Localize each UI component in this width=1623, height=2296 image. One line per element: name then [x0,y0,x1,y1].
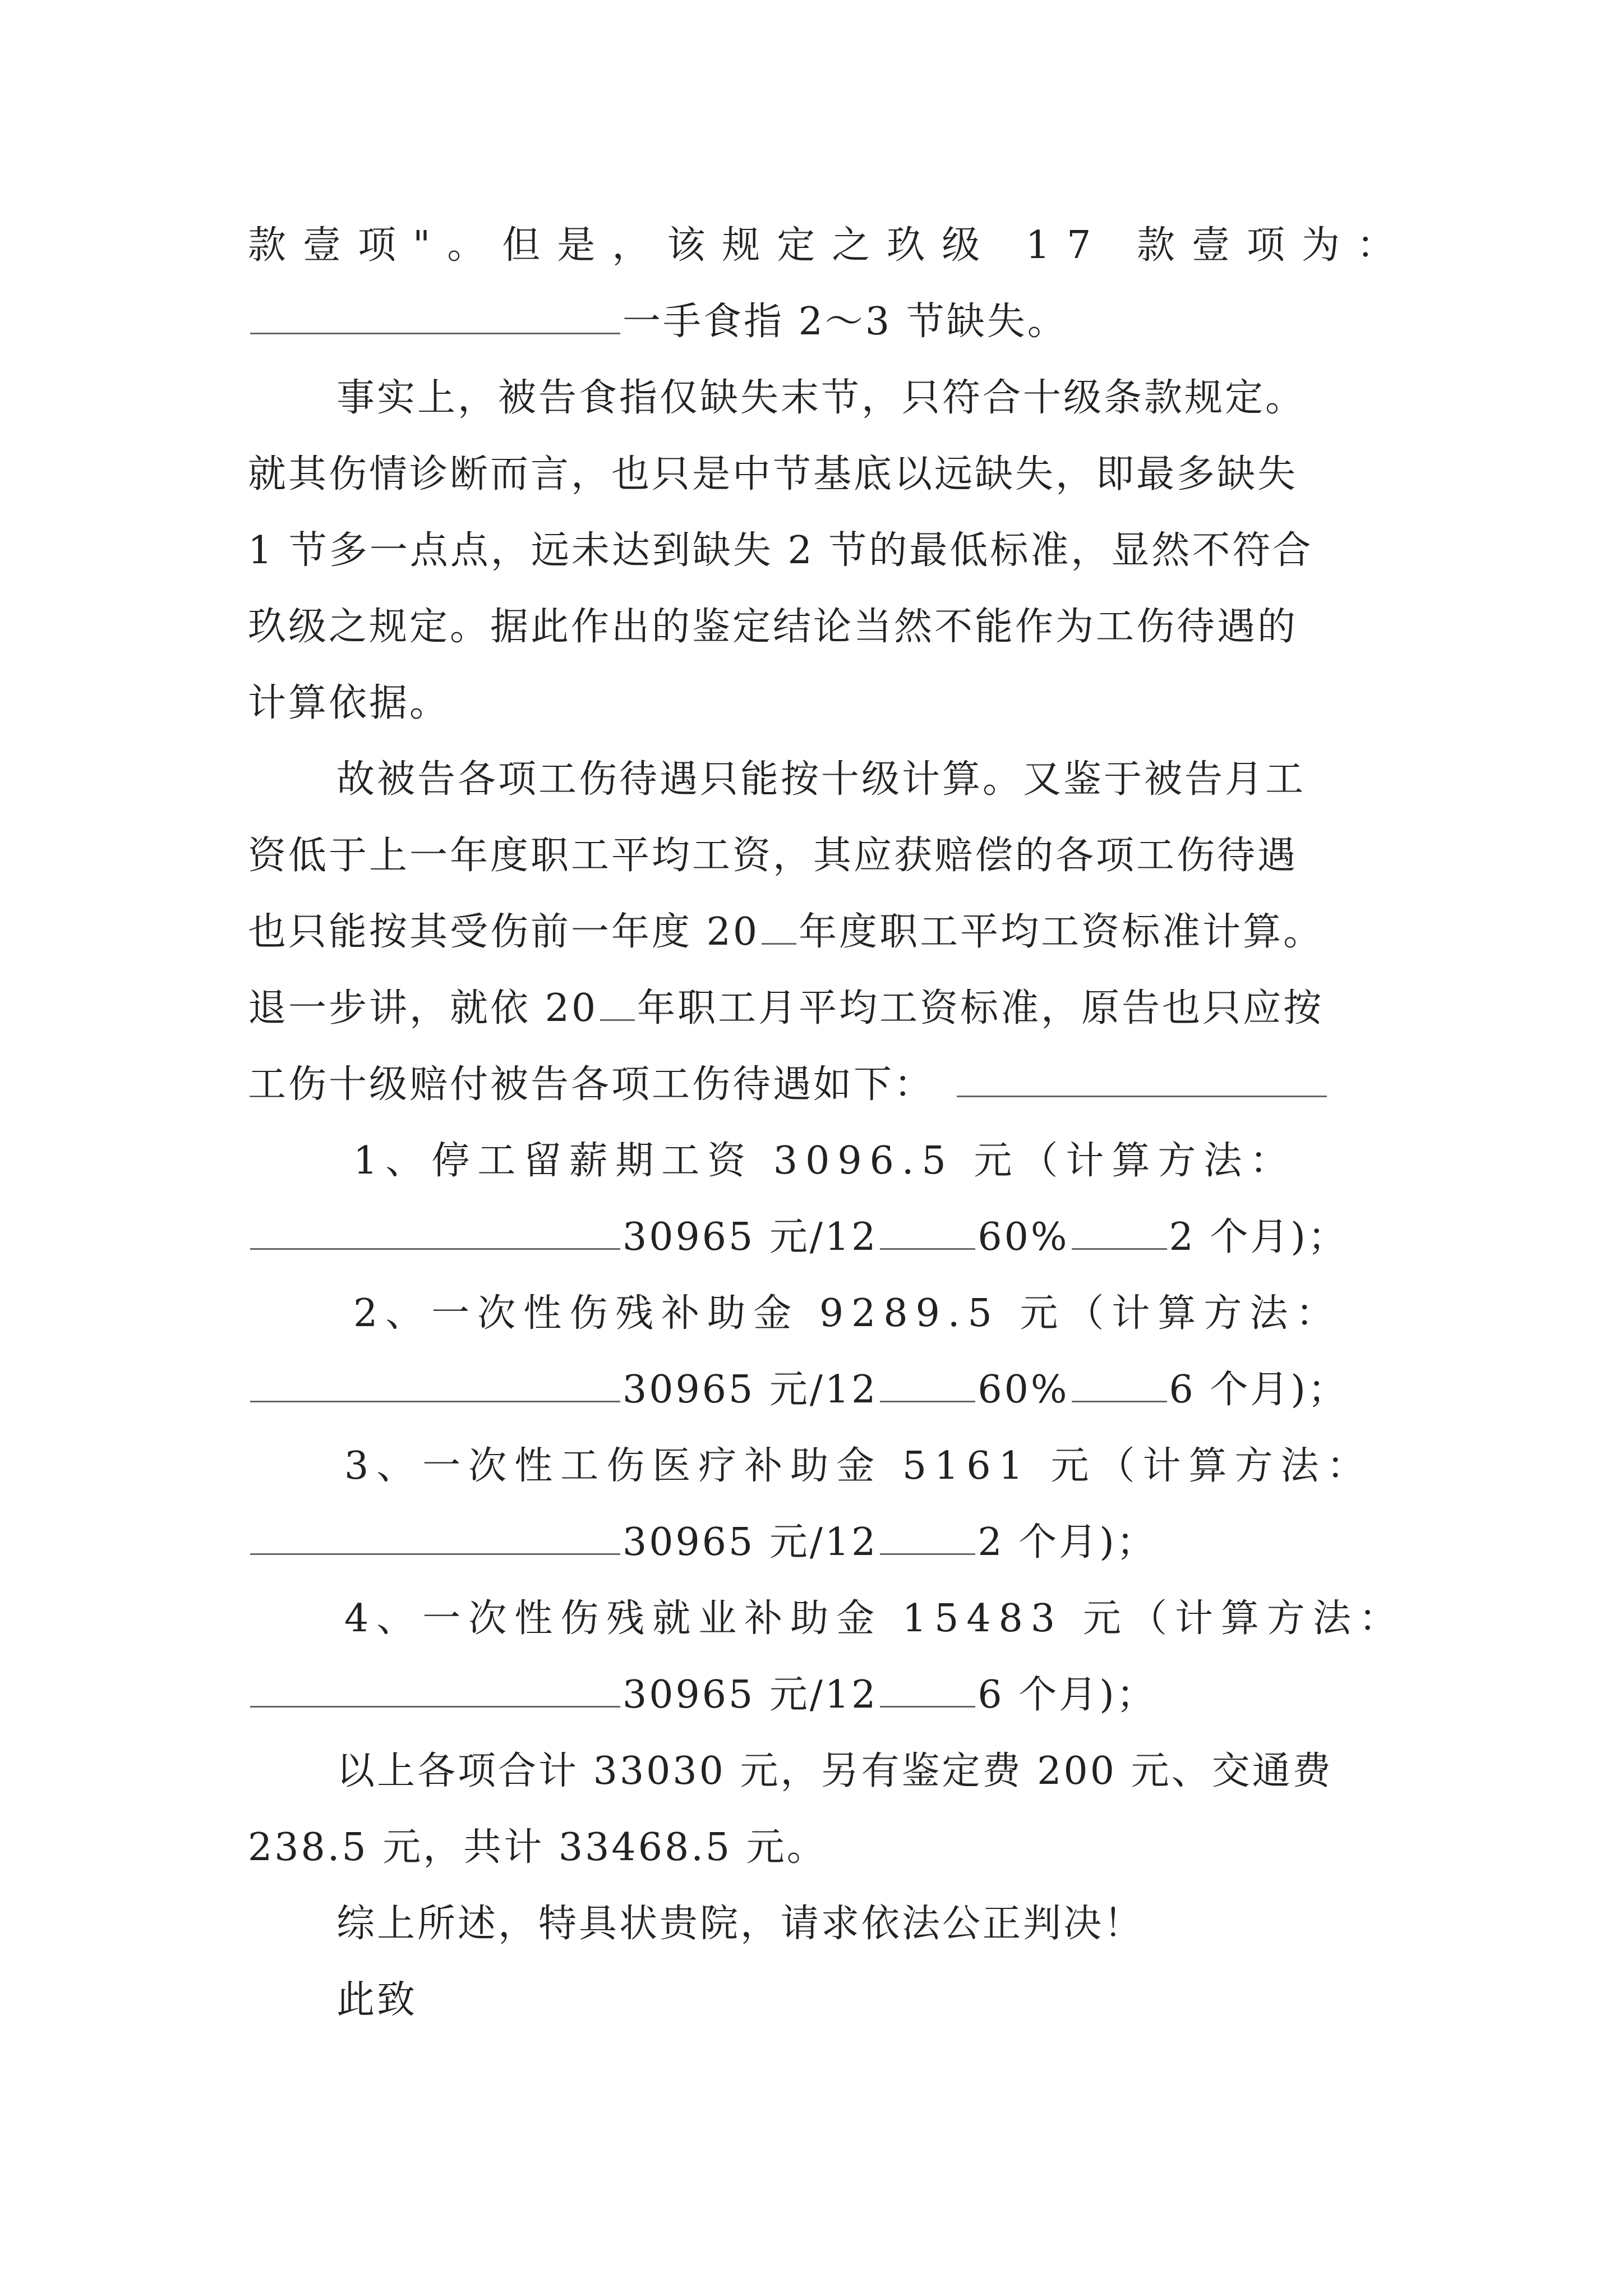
text-line [248,600,1392,654]
list-item [353,1287,1497,1341]
text-span: 60% [978,1368,1069,1412]
text-line [248,219,1412,273]
fill-blank [880,1364,975,1402]
fill-blank [880,1516,975,1555]
text-line [336,1897,1481,1951]
text-span: 6 个月)； [978,1673,1157,1717]
fill-blank [250,296,620,334]
text-span: 退一步讲，就依 20 [248,986,598,1030]
text-span: 款壹项"。但是，该规定之玖级 17 款壹项为： [248,223,1412,268]
text-span: 30965 元/12 [623,1215,878,1259]
fill-blank [250,1364,620,1402]
fill-blank [957,1059,1327,1097]
text-line [248,677,1392,730]
text-span: 故被告各项工伤待遇只能按十级计算。又鉴于被告月工 [336,757,1306,802]
text-span: 2 个月)； [978,1520,1157,1565]
text-line [336,1973,1481,2027]
text-span: 6 个月)； [1169,1368,1348,1412]
fill-blank [250,1211,620,1250]
text-span: 综上所述，特具状贵院，请求依法公正判决！ [336,1902,1145,1946]
text-line [248,524,1392,578]
fill-blank [600,982,635,1021]
text-span: 事实上，被告食指仅缺失末节，只符合十级条款规定。 [336,376,1306,420]
fill-blank [880,1669,975,1708]
text-span: 以上各项合计 33030 元，另有鉴定费 200 元、交通费 [336,1749,1333,1793]
list-item [344,1592,1488,1646]
text-span: 计算依据。 [248,681,450,725]
text-span: 238.5 元，共计 33468.5 元。 [248,1825,827,1870]
formula-line [248,1516,1392,1570]
text-span: 30965 元/12 [623,1673,878,1717]
list-item [344,1439,1488,1493]
formula-line [248,1668,1392,1722]
fill-blank [250,1669,620,1708]
fill-blank [1072,1211,1167,1250]
text-span: 就其伤情诊断而言，也只是中节基底以远缺失，即最多缺失 [248,452,1298,496]
list-item [353,1134,1497,1188]
text-span: 1 节多一点点，远未达到缺失 2 节的最低标准，显然不符合 [248,528,1313,573]
text-span: 此致 [336,1978,418,2022]
text-span: 工伤十级赔付被告各项工伤待遇如下： [248,1062,935,1107]
formula-line [248,1211,1392,1264]
text-span: 1、停工留薪期工资 3096.5 元（计算方法： [353,1139,1296,1183]
text-line [336,1745,1481,1798]
text-span: 年职工月平均工资标准，原告也只应按 [637,986,1324,1030]
text-span: 年度职工平均工资标准计算。 [799,910,1324,954]
text-span: 也只能按其受伤前一年度 20 [248,910,760,954]
text-line [248,982,1392,1036]
formula-line [248,1363,1392,1417]
text-span: 玖级之规定。据此作出的鉴定结论当然不能作为工伤待遇的 [248,605,1298,649]
fill-blank [762,906,796,945]
text-line [336,753,1481,807]
fill-blank [250,1516,620,1555]
text-span: 2 个月)； [1169,1215,1348,1259]
text-span: 30965 元/12 [623,1368,878,1412]
fill-blank [1072,1364,1167,1402]
text-span: 30965 元/12 [623,1520,878,1565]
text-line [248,829,1392,883]
text-line [248,1058,1392,1112]
fill-blank [880,1211,975,1250]
text-span: 一手食指 2～3 节缺失。 [623,300,1068,344]
text-line [248,905,1392,959]
text-span: 资低于上一年度职工平均工资，其应获赔偿的各项工伤待遇 [248,834,1298,878]
text-span: 60% [978,1215,1069,1259]
text-line [248,295,1392,349]
text-line [248,448,1392,501]
text-span: 4、一次性伤残就业补助金 15483 元（计算方法： [344,1596,1405,1641]
text-span: 3、一次性工伤医疗补助金 5161 元（计算方法： [344,1444,1373,1488]
text-span: 2、一次性伤残补助金 9289.5 元（计算方法： [353,1291,1342,1336]
text-line [336,371,1481,425]
text-line [248,1821,1392,1875]
